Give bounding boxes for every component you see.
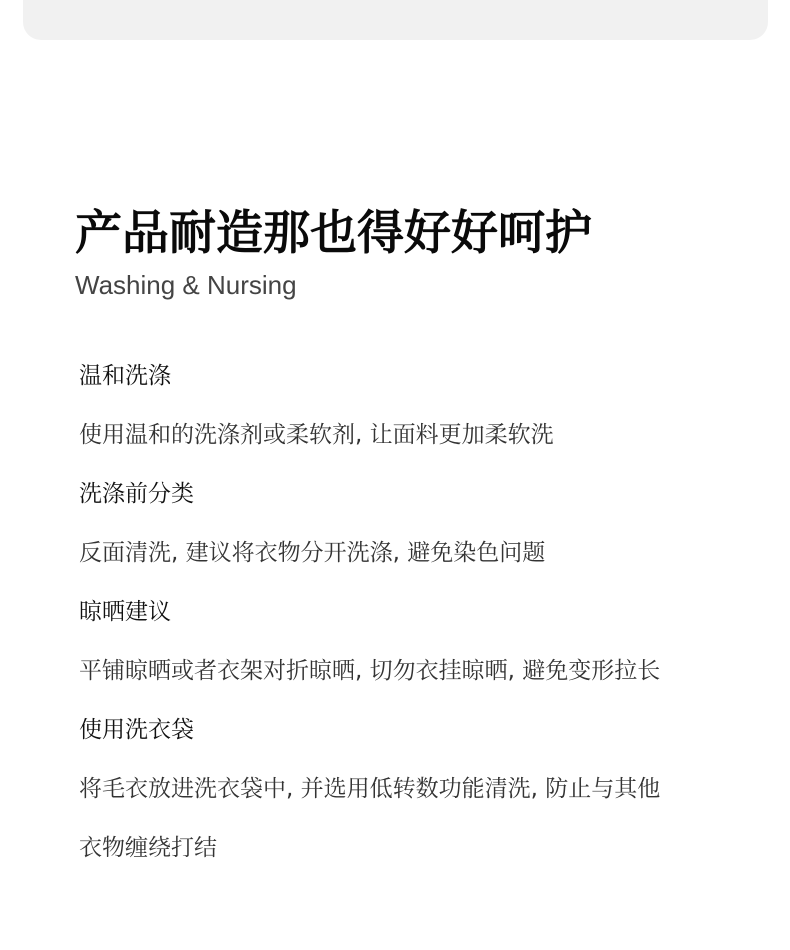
care-tips-list — [79, 360, 759, 891]
tip-gentle-wash — [79, 360, 759, 465]
tip-drying — [79, 596, 759, 701]
tip-description: 使用温和的洗涤剂或柔软剂, 让面料更加柔软洗 — [79, 422, 554, 448]
tip-title: 温和洗涤 — [79, 363, 171, 389]
page-title: 产品耐造那也得好好呵护 — [75, 206, 592, 261]
tip-laundry-bag — [79, 714, 759, 878]
tip-title: 洗涤前分类 — [79, 481, 194, 507]
tip-description-line: 衣物缠绕打结 — [79, 835, 217, 861]
tip-sort-before-wash — [79, 478, 759, 583]
page-subtitle: Washing & Nursing — [75, 270, 297, 300]
tip-title: 使用洗衣袋 — [79, 717, 194, 743]
tip-title: 晾晒建议 — [79, 599, 171, 625]
tip-description: 反面清洗, 建议将衣物分开洗涤, 避免染色问题 — [79, 540, 546, 566]
tip-description-line: 将毛衣放进洗衣袋中, 并选用低转数功能清洗, 防止与其他 — [79, 776, 661, 802]
tip-description: 平铺晾晒或者衣架对折晾晒, 切勿衣挂晾晒, 避免变形拉长 — [79, 658, 661, 684]
top-card-panel — [23, 0, 768, 40]
tip-description — [79, 760, 759, 878]
